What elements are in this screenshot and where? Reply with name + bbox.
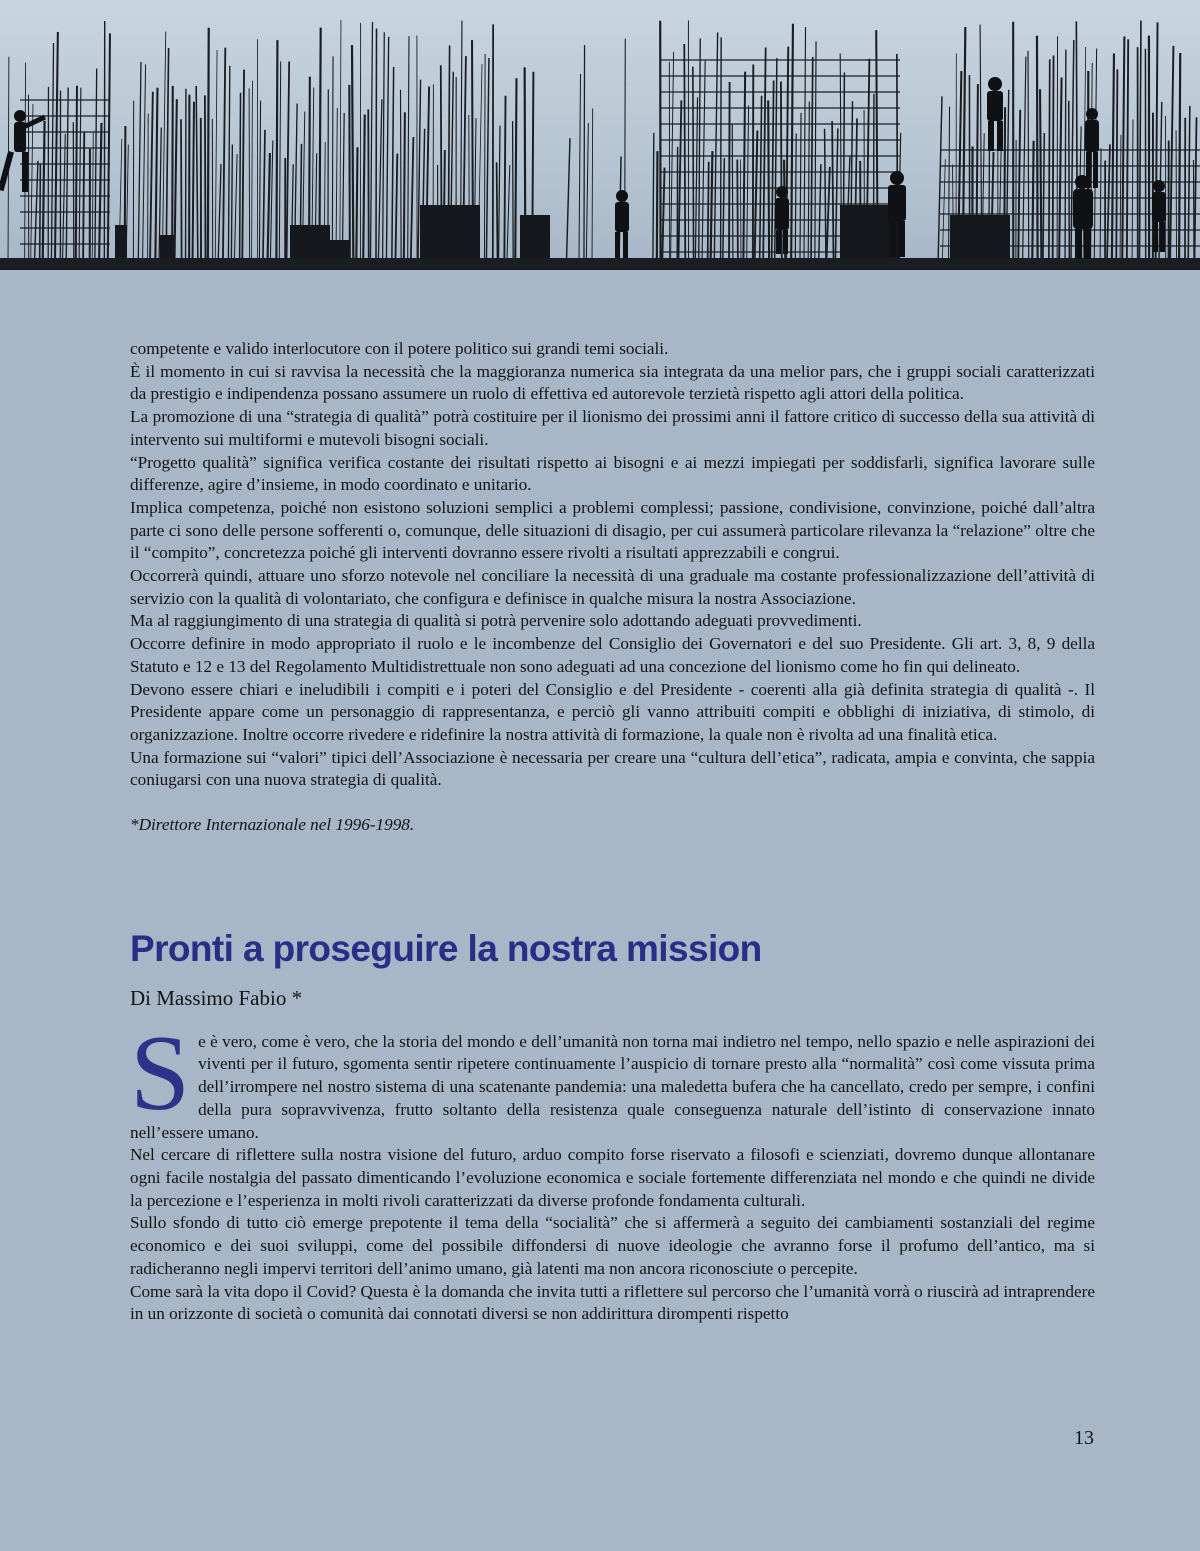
article-paragraph: Come sarà la vita dopo il Covid? Questa è la domanda che invita tutti a riflettere sul percorso che l’umanità vorrà o riuscirà ad intraprendere in un orizzonte di società o comunità dai connotati diversi se non addirittura dirompenti rispetto — [130, 1281, 1096, 1324]
text-paragraph: “Progetto qualità” significa verifica costante dei risultati rispetto ai bisogni e ai mezzi impiegati per soddisfarli, significa lavorare sulle differenze, agire d’insieme, in modo coordinato e unitario. — [130, 452, 1095, 495]
article-first-paragraph — [130, 1013, 1095, 1145]
text-paragraph: Una formazione sui “valori” tipici dell’Associazione è necessaria per creare una “cultura dell’etica”, radicata, ampia e convinta, che sappia coniugarsi con una nuova strategia di qualità. — [130, 747, 1095, 790]
text-paragraph: Devono essere chiari e ineludibili i compiti e i poteri del Consiglio e del Presidente - coerenti alla già definita strategia di qualità -. Il Presidente appare come un personaggio di rappresentanza, e perciò gli vanno attribuiti compiti e obblighi di iniziativa, di stimolo, di organizzazione. Inoltre occorre rivedere e ridefinire la nostra attività di formazione, la quale non è rivolta ad una finalità etica. — [130, 679, 1095, 744]
text-paragraph: Occorrerà quindi, attuare uno sforzo notevole nel conciliare la necessità di una graduale ma costante professionalizzazione dell’attività di servizio con la qualità di volontariato, che configura e definisce in qualche misura la nostra Associazione. — [130, 566, 1095, 608]
first-paragraph-text: e è vero, come è vero, che la storia del mondo e dell’umanità non torna mai indietro nel tempo, nello spazio e nelle aspirazioni dei viventi per il futuro, sgomenta sentir ripetere continuamente l’auspicio di tornare presto alla “normalità” così come vissuta prima dell’irrompere nel nostro sistema di una scatenante pandemia: una maledetta bufera che ha cancellato, credo per sempre, i confini della pura sopravvivenza, frutto soltanto della resistenza quale conseguenza naturale dell’istinto di conservazione innato nell’essere umano. — [130, 1031, 1095, 1142]
construction-workers-silhouette-icon — [0, 0, 1200, 270]
text-paragraph: La promozione di una “strategia di qualità” potrà costituire per il lionismo dei prossimi anni il fattore critico di successo della sua attività di intervento sui multiformi e mutevoli bisogni sociali. — [130, 407, 1095, 449]
dropcap-letter: S — [130, 1013, 191, 1133]
article-title: Pronti a proseguire la nostra mission — [130, 927, 762, 969]
text-paragraph: Occorre definire in modo appropriato il ruolo e le incombenze del Consiglio dei Governatori e del suo Presidente. Gli art. 3, 8, 9 della Statuto e 12 e 13 del Regolamento Multidistrettuale non sono adeguati ad una concezione del lionismo come ho fin qui delineato. — [130, 634, 1095, 676]
article-paragraph: Sullo sfondo di tutto ciò emerge prepotente il tema della “socialità” che si affermerà a seguito dei cambiamenti sostanziali del regime economico e dei suoi sviluppi, come del possibile diffondersi di nuove ideologie che avranno forse il profumo dell’antico, ma si radicheranno negli impervi territori dell’animo umano, già latenti ma non ancora riconosciute o percepite. — [130, 1213, 1095, 1278]
page-content — [130, 338, 1095, 1326]
text-paragraph: Ma al raggiungimento di una strategia di qualità si potrà pervenire solo adottando adeguati provvedimenti. — [130, 611, 862, 631]
text-paragraph: Implica competenza, poiché non esistono soluzioni semplici a problemi complessi; passione, condivisione, convinzione, poiché dall’altra parte ci sono delle persone sofferenti o, comunque, delle situazioni di disagio, per cui assumerà particolare rilevanza la “relazione” oltre che il “compito”, concretezza poiché gli interventi dovranno essere rivolti a risultati apprezzabili e congrui. — [130, 497, 1095, 563]
text-paragraph: È il momento in cui si ravvisa la necessità che la maggioranza numerica sia integrata da una melior pars, che i gruppi sociali caratterizzati da prestigio e indipendenza possano assumere un ruolo di effettiva ed autorevole terzietà rispetto agli attori della politica. — [130, 361, 1095, 404]
header-banner-image — [0, 0, 1200, 270]
author-note: *Direttore Internazionale nel 1996-1998. — [130, 815, 415, 835]
article-byline: Di Massimo Fabio * — [130, 985, 303, 1010]
article-body — [130, 1013, 1096, 1326]
previous-article-text — [130, 338, 1095, 792]
page-number: 13 — [1074, 1427, 1094, 1449]
article-paragraph: Nel cercare di riflettere sulla nostra visione del futuro, arduo compito forse riservato a filosofi e scienziati, dovremo dunque allontanare ogni facile nostalgia del passato dimenticando l’evoluzione economica e sociale fortemente differenziata nel mondo e che quindi ne divide la percezione e l’esperienza in molti rivoli caratterizzati da diverse profonde fondamenta culturali. — [130, 1145, 1095, 1210]
text-paragraph: competente e valido interlocutore con il potere politico sui grandi temi sociali. — [130, 339, 669, 358]
